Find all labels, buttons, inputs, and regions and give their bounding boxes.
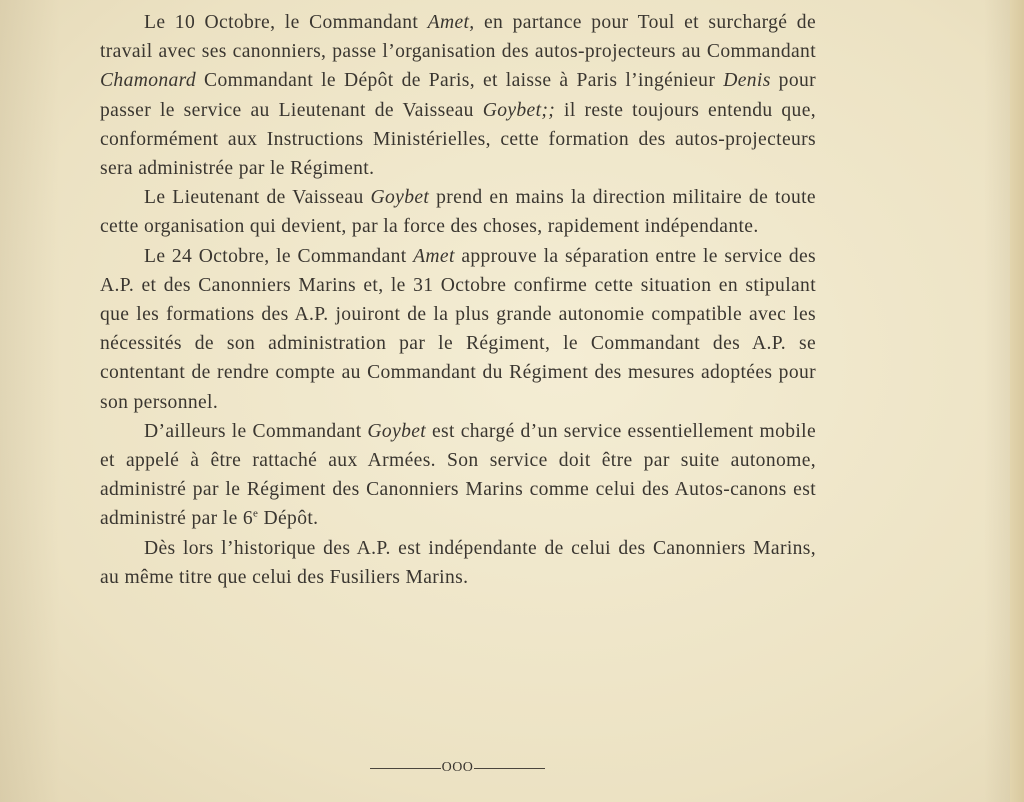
person-name: Goybet;; (482, 99, 556, 121)
page-edge (1010, 0, 1024, 802)
separator-rule-left (370, 768, 441, 769)
paragraph-1 (100, 8, 816, 183)
body-text (100, 8, 816, 592)
separator-rule-right (474, 768, 545, 769)
paragraph-5 (100, 534, 816, 592)
separator-mark: OOO (441, 760, 474, 775)
paragraph-2 (100, 183, 816, 241)
person-name: Denis (723, 70, 771, 92)
superscript: e (253, 507, 259, 520)
person-name: Amet (413, 245, 455, 267)
text-run: Le 10 Octobre, le Commandant (144, 12, 428, 33)
section-separator (370, 758, 545, 778)
text-run: Le Lieutenant de Vaisseau (144, 187, 371, 209)
text-run: D’ailleurs le Commandant (144, 420, 368, 442)
text-run: Le 24 Octobre, le Commandant (144, 245, 414, 267)
text-run: il reste toujours entendu que, conformément aux Instructions Ministérielles, cette formation des autos-projecteurs sera administrée par le Régiment. (100, 99, 817, 180)
text-run: approuve la séparation entre le service des A.P. et des Canonniers Marins et, le 31 Octobre confirme cette situation en stipulant que les formations des A.P. jouiront de la plus grande autonomie compatible avec les nécessités de son administration par le Régiment, le Commandant des A.P. se contentant de rendre compte au Commandant du Régiment des mesures adoptées pour son personnel. (100, 245, 816, 413)
person-name: Goybet (370, 187, 430, 209)
text-run: Commandant le Dépôt de Paris, et laisse à Paris l’ingénieur (196, 70, 724, 92)
person-name: Goybet (367, 420, 427, 442)
text-run: Dès lors l’historique des A.P. est indépendante de celui des Canonniers Marins, au même titre que celui des Fusiliers Marins. (100, 537, 816, 588)
text-run: pour passer le service au Lieutenant de Vaisseau (100, 70, 816, 121)
person-name: Amet, (427, 12, 475, 33)
paragraph-4 (100, 417, 816, 534)
text-run: en partance pour Toul et surchargé de travail avec ses canonniers, passe l’organisation des autos-projecteurs au Commandant (100, 12, 816, 63)
text-run: Dépôt. (258, 508, 319, 530)
paragraph-3 (100, 242, 816, 417)
text-run: prend en mains la direction militaire de toute cette organisation qui devient, par la force des choses, rapidement indépendante. (100, 187, 816, 238)
person-name: Chamonard (100, 70, 197, 92)
text-run: est chargé d’un service essentiellement mobile et appelé à être rattaché aux Armées. Son service doit être par suite autonome, administré par le Régiment des Canonniers Marins comme celui des Autos-canons est administré par le 6 (100, 420, 816, 530)
